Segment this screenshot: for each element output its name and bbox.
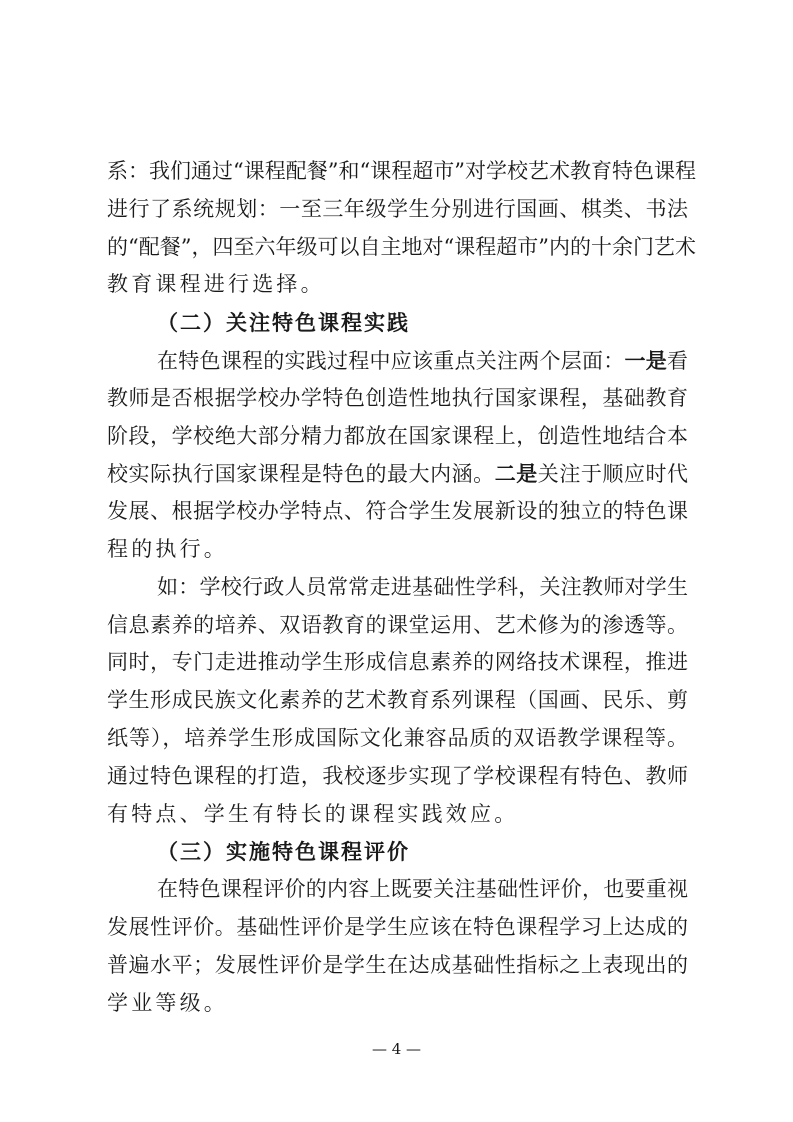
text-line: 在特色课程评价的内容上既要关注基础性评价，也要重视 [157,877,688,902]
text-line: 系：我们通过“课程配餐”和“课程超市”对学校艺术教育特色课程 [107,159,696,183]
text-span: 关注于顺应时代 [537,462,689,487]
text-line: 有特点、学生有特长的课程实践效应。 [107,801,519,826]
text-line: 如：学校行政人员常常走进基础性学科，关注教师对学生 [157,574,688,599]
text-line: 程的执行。 [107,536,228,561]
text-span: 看 [667,348,688,373]
text-line: 教育课程进行选择。 [107,272,325,297]
text-line: 发展性评价。基础性评价是学生应该在特色课程学习上达成的 [107,914,688,939]
paragraph [107,569,688,834]
section-heading: （三）实施特色课程评价 [157,839,410,865]
text-line: 信息素养的培养、双语教育的课堂运用、艺术修为的渗透等。 [107,612,688,637]
page-number: — 4 — [371,1040,422,1058]
emphasis-text: 一是 [624,347,667,373]
text-line: 教师是否根据学校办学特色创造性地执行国家课程，基础教育 [107,385,688,410]
text-line: 阶段，学校绝大部分精力都放在国家课程上，创造性地结合本 [107,423,688,448]
text-line: 学生形成民族文化素养的艺术教育系列课程（国画、民乐、剪 [107,688,688,713]
text-line: 通过特色课程的打造，我校逐步实现了学校课程有特色、教师 [107,763,688,788]
text-line [107,342,688,380]
text-line: 的“配餐”，四至六年级可以自主地对“课程超市”内的十余门艺术 [107,234,696,259]
paragraph [107,342,688,569]
text-line: 同时，专门走进推动学生形成信息素养的网络技术课程，推进 [107,650,688,675]
text-line: 进行了系统规划：一至三年级学生分别进行国画、棋类、书法 [107,196,688,221]
text-line: 发展、根据学校办学特点、符合学生发展新设的独立的特色课 [107,499,688,524]
section-heading: （二）关注特色课程实践 [157,310,410,336]
document-page [107,153,696,1022]
text-span: 在特色课程的实践过程中应该重点关注两个层面： [157,348,625,373]
text-line: 纸等），培养学生形成国际文化兼容品质的双语教学课程等。 [107,725,688,750]
paragraph [107,153,696,304]
text-line: 普遍水平；发展性评价是学生在达成基础性指标之上表现出的 [107,952,688,977]
text-line: 学业等级。 [107,990,228,1015]
text-span: 校实际执行国家课程是特色的最大内涵。 [107,462,495,487]
paragraph [107,871,688,1022]
emphasis-text: 二是 [494,461,538,487]
text-line [107,455,688,493]
